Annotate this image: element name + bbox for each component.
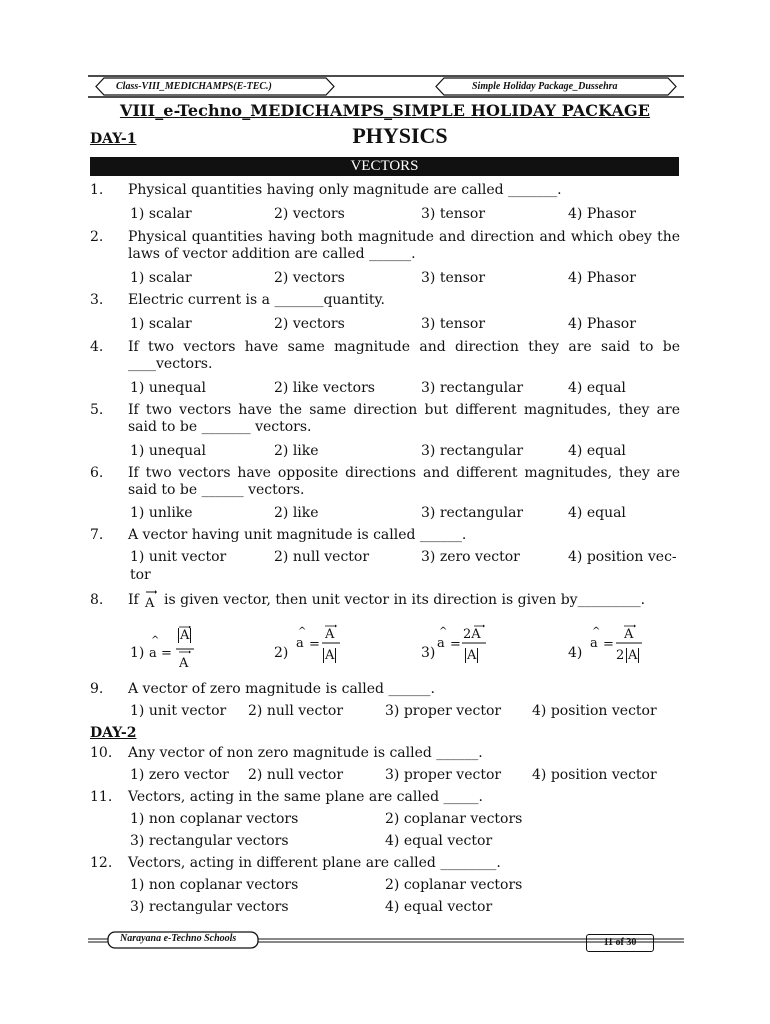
option[interactable]: 1) unequal [130,443,206,459]
option[interactable]: 1) unlike [130,505,193,521]
option[interactable]: 1) scalar [130,270,192,286]
day1-heading: DAY-1 [90,131,137,147]
hat-icon: ^ [298,626,307,637]
question-number: 7. [90,527,104,543]
option[interactable]: 2) vectors [274,206,345,222]
option[interactable]: 4) [568,645,583,661]
footer-school-box [108,931,258,947]
question-text-part: is given vector, then unit vector in its direction is given by_________. [164,592,646,608]
option[interactable]: 2) [274,645,289,661]
option[interactable]: 4) position vec- [568,549,677,565]
option[interactable]: 4) Phasor [568,316,636,332]
document-title: VIII_e-Techno_MEDICHAMPS_SIMPLE HOLIDAY PACKAGE [119,101,651,120]
question-number: 10. [90,745,113,761]
question-text: Electric current is a _______quantity. [128,292,386,308]
header-class-label: Class-VIII_MEDICHAMPS(E-TEC.) [116,81,272,92]
option[interactable]: 4) equal vector [385,899,493,915]
option[interactable]: 3) tensor [421,270,486,286]
question-number: 11. [90,789,113,805]
hat-icon: ^ [439,626,448,637]
option[interactable]: 4) Phasor [568,270,636,286]
question-number: 6. [90,465,104,481]
option[interactable]: 2) coplanar vectors [385,877,523,893]
vector-numerator: A [624,627,634,642]
magnitude-numerator: A [180,628,190,643]
coefficient: 2 [616,648,625,663]
option[interactable]: 4) equal vector [385,833,493,849]
section-band: VECTORS [90,157,679,176]
question-text: Physical quantities having only magnitude are called _______. [128,182,562,198]
option[interactable]: 2) like [274,443,319,459]
option[interactable]: 2) null vector [248,703,344,719]
option[interactable]: 4) Phasor [568,206,636,222]
option[interactable]: 3) proper vector [385,767,502,783]
fraction-bar [174,626,198,656]
question-number: 3. [90,292,104,308]
header-left-label-box [94,78,326,95]
option[interactable]: 4) equal [568,505,626,521]
question-number: 5. [90,402,104,418]
option[interactable]: 1) unequal [130,380,206,396]
option[interactable]: 1) non coplanar vectors [130,877,299,893]
question-number: 2. [90,229,104,245]
fraction-bar [320,624,344,646]
option[interactable]: 4) position vector [532,703,657,719]
hat-icon: ^ [592,626,601,637]
option[interactable]: 1) zero vector [130,767,229,783]
day2-heading: DAY-2 [90,725,137,741]
unit-vector-symbol: a [296,636,304,651]
equals-sign: = [161,646,172,661]
option[interactable]: 3) tensor [421,316,486,332]
option[interactable]: 2) vectors [274,316,345,332]
question-text: If two vectors have the same direction but different magnitudes, they are said to be _______ vectors. [128,402,680,435]
equals-sign: = [603,637,614,652]
option[interactable]: 1) scalar [130,316,192,332]
vector-symbol: A [145,596,155,611]
equals-sign: = [450,637,461,652]
subject-heading: PHYSICS [352,123,448,148]
magnitude-denominator: A [467,648,477,663]
question-text-part: If [128,592,139,608]
question-text: Vectors, acting in different plane are called ________. [128,855,501,871]
option[interactable]: 1) unit vector [130,703,227,719]
header-right-label-box [446,78,676,95]
option[interactable]: 4) equal [568,380,626,396]
magnitude-denominator: A [325,648,335,663]
option[interactable]: 2) vectors [274,270,345,286]
option[interactable]: 4) position vector [532,767,657,783]
question-text: If two vectors have opposite directions and different magnitudes, they are said to be ______ vectors. [128,465,680,498]
vector-numerator: A [325,627,335,642]
option[interactable]: 4) equal [568,443,626,459]
option[interactable]: 3) rectangular [421,505,524,521]
unit-vector-symbol: a [437,636,445,651]
question-number: 1. [90,182,104,198]
question-text: Vectors, acting in the same plane are called _____. [128,789,483,805]
question-number: 9. [90,681,104,697]
option[interactable]: 1) scalar [130,206,192,222]
footer-school-name: Narayana e-Techno Schools [120,933,237,944]
question-text: Physical quantities having both magnitude and direction and which obey the laws of vector addition are called ______. [128,229,680,262]
question-text: A vector having unit magnitude is called ______. [128,527,467,543]
option[interactable]: 3) rectangular [421,380,524,396]
option[interactable]: 3) rectangular [421,443,524,459]
question-number: 12. [90,855,113,871]
equals-sign: = [309,637,320,652]
option[interactable]: 2) null vector [274,549,370,565]
fraction-bar [614,624,646,646]
option[interactable]: 2) like vectors [274,380,375,396]
question-number: 4. [90,339,104,355]
option[interactable]: 3) tensor [421,206,486,222]
option[interactable]: 2) null vector [248,767,344,783]
option-wrap: tor [130,567,151,583]
vector-denominator: A [179,656,189,671]
option[interactable]: 1) non coplanar vectors [130,811,299,827]
unit-vector-symbol: a [590,636,598,651]
option[interactable]: 3) rectangular vectors [130,899,289,915]
option[interactable]: 2) like [274,505,319,521]
option[interactable]: 2) coplanar vectors [385,811,523,827]
option[interactable]: 1) [130,645,145,661]
q8-options [0,624,770,674]
option[interactable]: 3) [421,645,436,661]
question-text: If two vectors have same magnitude and direction they are said to be ____vectors. [128,339,680,372]
magnitude-denominator: A [628,648,638,663]
vector-numerator: 2A [463,627,481,642]
header-package-label: Simple Holiday Package_Dussehra [472,81,618,92]
question-text: Any vector of non zero magnitude is called ______. [128,745,483,761]
option[interactable]: 3) proper vector [385,703,502,719]
option[interactable]: 1) unit vector [130,549,227,565]
hat-icon: ^ [151,635,160,646]
question-text: A vector of zero magnitude is called ______. [128,681,435,697]
option[interactable]: 3) zero vector [421,549,520,565]
page-number: 11 of 30 [586,934,654,952]
unit-vector-symbol: a [149,646,157,661]
fraction-bar [460,624,490,646]
option[interactable]: 3) rectangular vectors [130,833,289,849]
question-number: 8. [90,592,104,608]
